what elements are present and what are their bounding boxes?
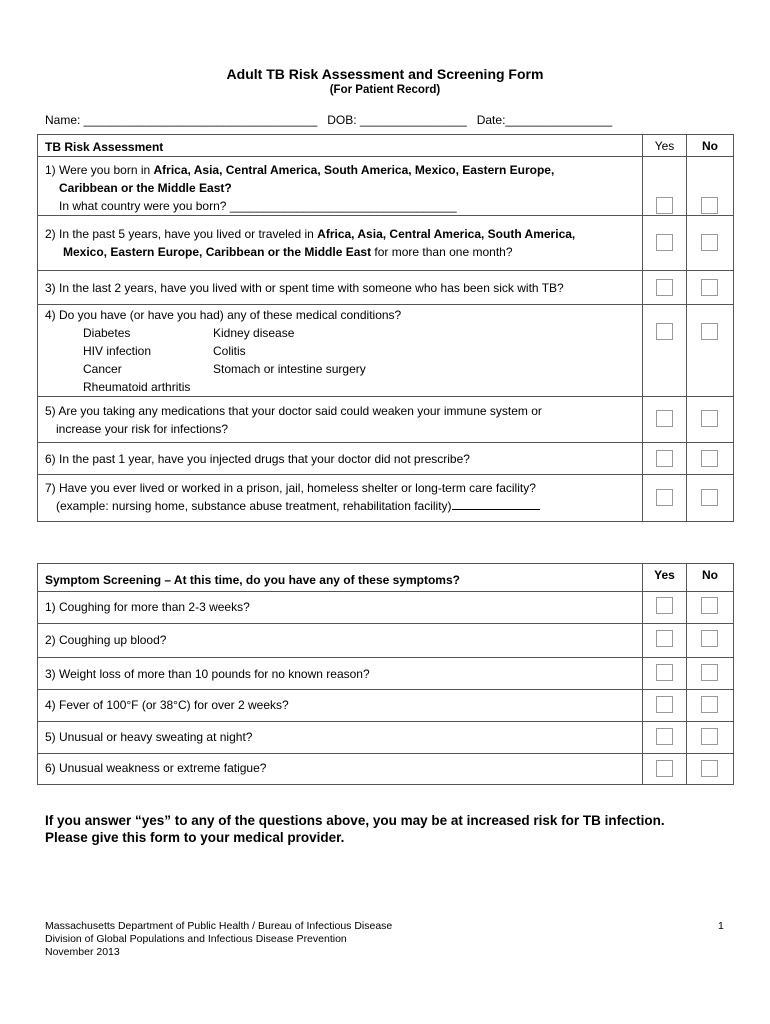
condition-diabetes: Diabetes [83,326,131,340]
q4-conditions-list [45,324,636,396]
footer-division: Division of Global Populations and Infectious Disease Prevention [45,933,347,945]
form-title: Adult TB Risk Assessment and Screening Form [226,66,544,82]
symptom-2-yes-checkbox[interactable] [656,630,673,647]
q2-regions-cont: Mexico, Eastern Europe, Caribbean or the Middle East [63,245,372,259]
symptom-4-yes-cell [643,690,687,722]
q6-yes-checkbox[interactable] [656,450,673,467]
symptom-2-no-checkbox[interactable] [701,630,718,647]
symptom-1-text: 1) Coughing for more than 2-3 weeks? [38,592,643,624]
q3-no-cell [687,271,734,305]
symptom-no-header: No [687,564,734,592]
notice-line-2: Please give this form to your medical provider. [45,830,345,845]
risk-notice [45,812,665,846]
footer-date: November 2013 [45,946,120,958]
risk-question-7 [38,475,734,522]
q2-prefix: 2) In the past 5 years, have you lived or traveled in [45,227,318,241]
q3-yes-cell [643,271,687,305]
symptom-header-row [38,564,734,592]
q4-yes-cell [643,305,687,397]
condition-rheumatoid-arthritis: Rheumatoid arthritis [83,380,191,394]
q7-no-cell [687,475,734,522]
q4-no-cell [687,305,734,397]
q2-no-cell [687,216,734,271]
q4-yes-checkbox[interactable] [656,323,673,340]
symptom-row [38,722,734,754]
q1-no-cell [687,157,734,216]
symptom-row [38,624,734,658]
risk-question-5 [38,397,734,443]
symptom-2-text: 2) Coughing up blood? [38,624,643,658]
q7-yes-checkbox[interactable] [656,489,673,506]
question-4-text [38,305,643,397]
q5-no-checkbox[interactable] [701,410,718,427]
q4-no-checkbox[interactable] [701,323,718,340]
q7-no-checkbox[interactable] [701,489,718,506]
q5-yes-checkbox[interactable] [656,410,673,427]
symptom-5-text: 5) Unusual or heavy sweating at night? [38,722,643,754]
symptom-4-no-cell [687,690,734,722]
q7-line1: 7) Have you ever lived or worked in a prison, jail, homeless shelter or long-term care facility? [45,481,536,495]
q1-regions-cont: Caribbean or the Middle East? [59,181,232,195]
risk-header: TB Risk Assessment [38,135,643,157]
patient-info-fields[interactable]: Name: ___________________________________ DOB: ________________ Date:________________ [45,113,613,127]
risk-question-6 [38,443,734,475]
q6-yes-cell [643,443,687,475]
symptom-5-no-cell [687,722,734,754]
symptom-6-text: 6) Unusual weakness or extreme fatigue? [38,754,643,785]
symptom-4-text: 4) Fever of 100°F (or 38°C) for over 2 weeks? [38,690,643,722]
q1-country-prompt[interactable]: In what country were you born? __________________________________ [59,199,457,213]
q5-line1: 5) Are you taking any medications that your doctor said could weaken your immune system or [45,404,542,418]
symptom-6-yes-checkbox[interactable] [656,760,673,777]
symptom-header: Symptom Screening – At this time, do you have any of these symptoms? [38,564,643,592]
symptom-2-no-cell [687,624,734,658]
question-6-text: 6) In the past 1 year, have you injected drugs that your doctor did not prescribe? [38,443,643,475]
risk-yes-header: Yes [643,135,687,157]
q3-yes-checkbox[interactable] [656,279,673,296]
q2-no-checkbox[interactable] [701,234,718,251]
symptom-screening-table [37,563,734,785]
symptom-6-no-checkbox[interactable] [701,760,718,777]
footer-department: Massachusetts Department of Public Health / Bureau of Infectious Disease [45,920,393,932]
q2-yes-checkbox[interactable] [656,234,673,251]
symptom-5-yes-cell [643,722,687,754]
q1-yes-cell [643,157,687,216]
q4-text: 4) Do you have (or have you had) any of these medical conditions? [45,308,402,322]
q1-regions: Africa, Asia, Central America, South America, Mexico, Eastern Europe, [153,163,555,177]
symptom-3-yes-checkbox[interactable] [656,664,673,681]
symptom-row [38,690,734,722]
q3-no-checkbox[interactable] [701,279,718,296]
condition-kidney-disease: Kidney disease [213,326,295,340]
q1-prefix: 1) Were you born in [45,163,154,177]
q2-yes-cell [643,216,687,271]
symptom-3-text: 3) Weight loss of more than 10 pounds for no known reason? [38,658,643,690]
q7-yes-cell [643,475,687,522]
symptom-row [38,754,734,785]
form-subtitle: (For Patient Record) [329,84,441,96]
symptom-6-no-cell [687,754,734,785]
q6-no-checkbox[interactable] [701,450,718,467]
symptom-3-no-checkbox[interactable] [701,664,718,681]
question-2-text [38,216,643,271]
notice-line-1: If you answer “yes” to any of the questions above, you may be at increased risk for TB infection. [45,813,665,828]
risk-question-1 [38,157,734,216]
condition-colitis: Colitis [213,344,246,358]
symptom-2-yes-cell [643,624,687,658]
q2-regions: Africa, Asia, Central America, South America, [317,227,576,241]
condition-cancer: Cancer [83,362,122,376]
symptom-6-yes-cell [643,754,687,785]
risk-no-header: No [687,135,734,157]
symptom-row [38,592,734,624]
q1-no-checkbox[interactable] [701,197,718,214]
question-1-text [38,157,643,216]
q6-no-cell [687,443,734,475]
symptom-1-no-checkbox[interactable] [701,597,718,614]
q7-facility-blank[interactable] [452,497,540,510]
footer [45,920,392,959]
q5-yes-cell [643,397,687,443]
risk-assessment-table [37,134,734,522]
q2-suffix: for more than one month? [371,245,513,259]
question-5-text [38,397,643,443]
symptom-1-yes-checkbox[interactable] [656,597,673,614]
risk-header-row [38,135,734,157]
risk-question-4 [38,305,734,397]
q5-line2: increase your risk for infections? [56,422,229,436]
q7-line2: (example: nursing home, substance abuse treatment, rehabilitation facility) [56,499,452,513]
symptom-1-yes-cell [643,592,687,624]
q5-no-cell [687,397,734,443]
symptom-5-yes-checkbox[interactable] [656,728,673,745]
symptom-1-no-cell [687,592,734,624]
condition-hiv: HIV infection [83,344,152,358]
symptom-yes-header: Yes [643,564,687,592]
question-7-text [38,475,643,522]
symptom-3-yes-cell [643,658,687,690]
symptom-4-yes-checkbox[interactable] [656,696,673,713]
page-number: 1 [718,920,724,932]
risk-question-3 [38,271,734,305]
symptom-3-no-cell [687,658,734,690]
q1-yes-checkbox[interactable] [656,197,673,214]
condition-stomach-surgery: Stomach or intestine surgery [213,362,366,376]
question-3-text: 3) In the last 2 years, have you lived with or spent time with someone who has been sick with TB? [38,271,643,305]
symptom-row [38,658,734,690]
symptom-4-no-checkbox[interactable] [701,696,718,713]
risk-question-2 [38,216,734,271]
symptom-5-no-checkbox[interactable] [701,728,718,745]
